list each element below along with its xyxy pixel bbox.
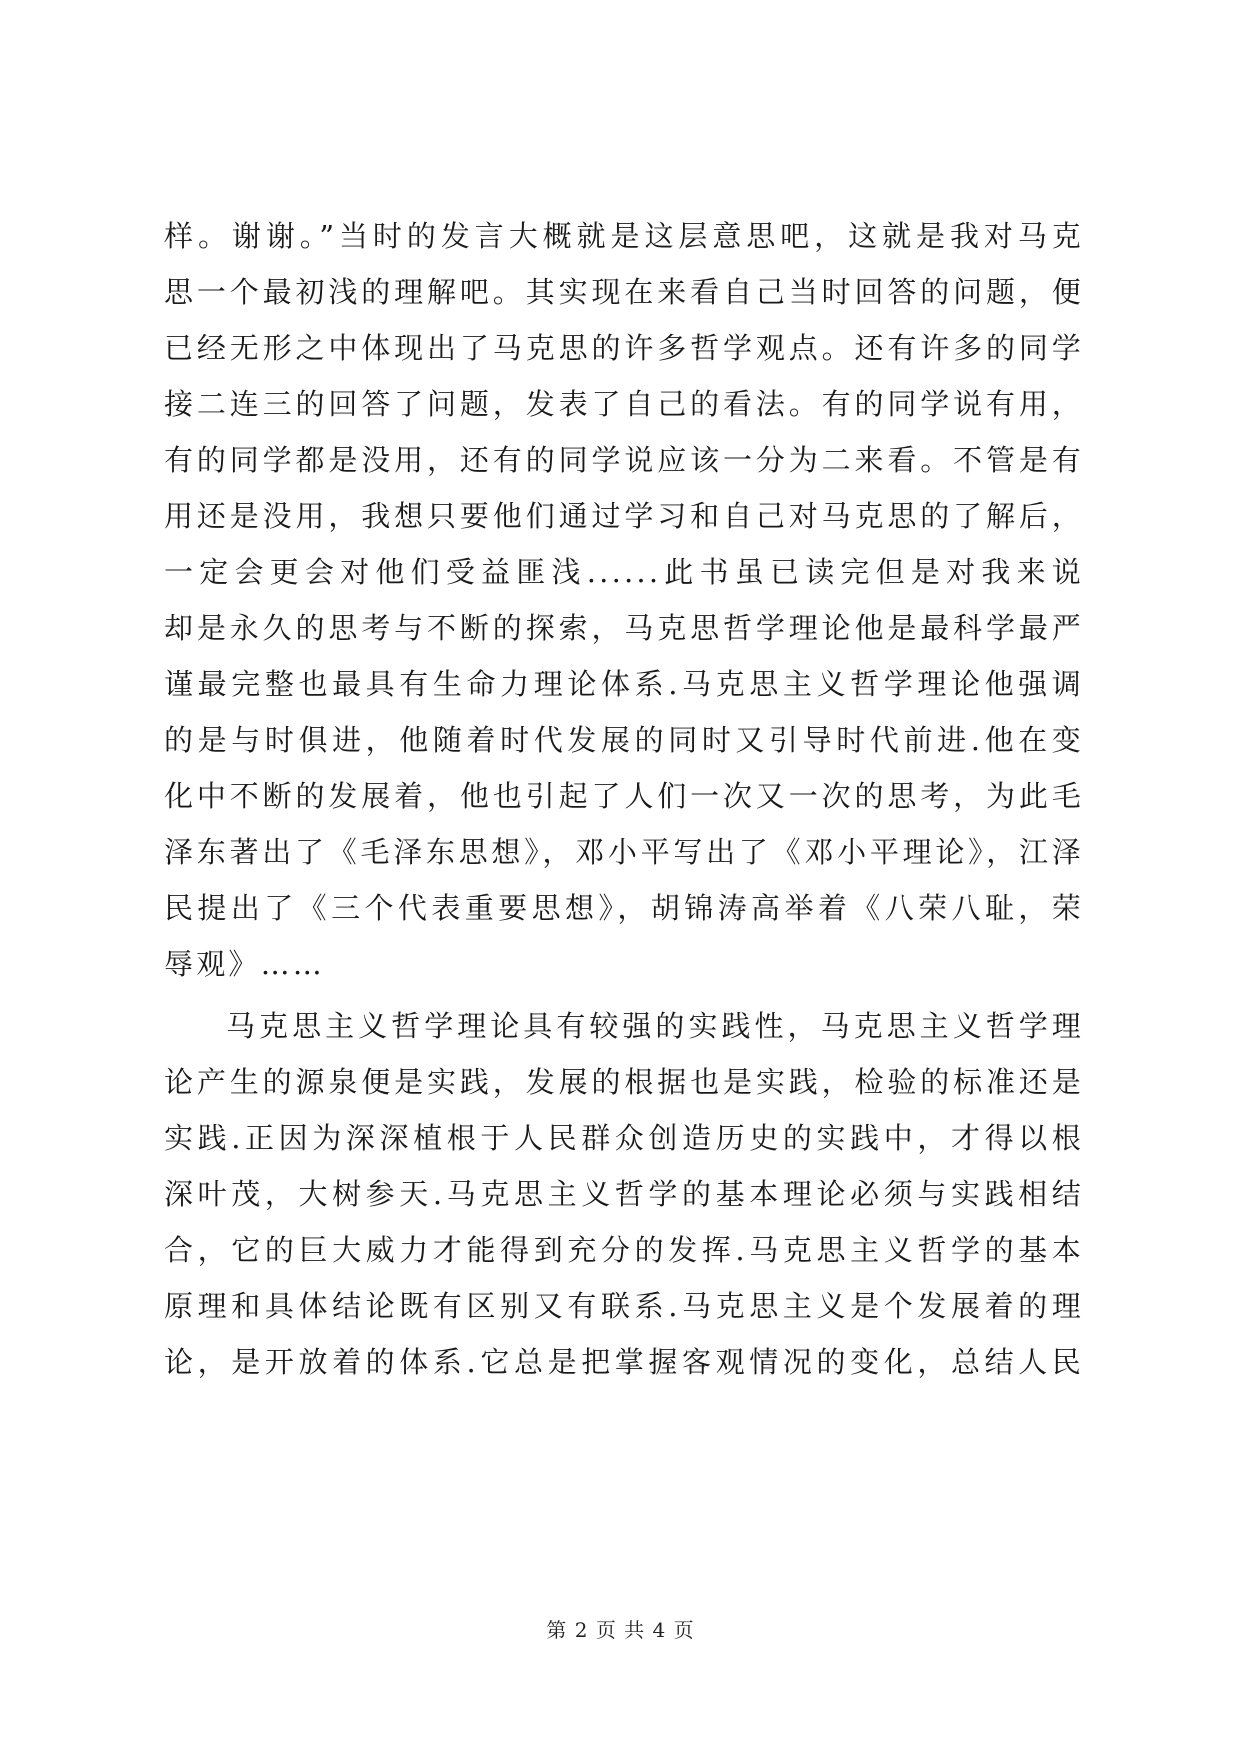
text-line: 却是永久的思考与不断的探索，马克思哲学理论他是最科学最严 (164, 611, 1084, 645)
text-line: 谨最完整也最具有生命力理论体系.马克思主义哲学理论他强调 (164, 667, 1084, 701)
text-line: 实践.正因为深深植根于人民群众创造历史的实践中，才得以根 (164, 1121, 1084, 1155)
text-line: 用还是没用，我想只要他们通过学习和自己对马克思的了解后， (164, 499, 1084, 533)
text-line: 马克思主义哲学理论具有较强的实践性，马克思主义哲学理 (226, 1009, 1084, 1043)
text-line: 辱观》…… (164, 947, 326, 981)
text-line: 民提出了《三个代表重要思想》，胡锦涛高举着《八荣八耻，荣 (164, 891, 1084, 925)
text-line: 的是与时俱进，他随着时代发展的同时又引导时代前进.他在变 (164, 723, 1084, 757)
text-line: 已经无形之中体现出了马克思的许多哲学观点。还有许多的同学 (164, 331, 1084, 365)
text-line: 一定会更会对他们受益匪浅......此书虽已读完但是对我来说 (164, 555, 1084, 589)
paragraph-2 (164, 998, 1084, 1390)
text-line: 泽东著出了《毛泽东思想》，邓小平写出了《邓小平理论》，江泽 (164, 835, 1084, 869)
page-footer (0, 1614, 1241, 1643)
page-number-label: 第 2 页 共 4 页 (546, 1618, 695, 1642)
body-text (164, 208, 1084, 1390)
text-line: 化中不断的发展着，他也引起了人们一次又一次的思考，为此毛 (164, 779, 1084, 813)
text-line: 论，是开放着的体系.它总是把掌握客观情况的变化，总结人民 (164, 1345, 1084, 1379)
text-line: 论产生的源泉便是实践，发展的根据也是实践，检验的标准还是 (164, 1065, 1084, 1099)
text-line: 合，它的巨大威力才能得到充分的发挥.马克思主义哲学的基本 (164, 1233, 1084, 1267)
text-line: 有的同学都是没用，还有的同学说应该一分为二来看。不管是有 (164, 443, 1084, 477)
text-line: 深叶茂，大树参天.马克思主义哲学的基本理论必须与实践相结 (164, 1177, 1084, 1211)
paragraph-1 (164, 208, 1084, 992)
text-line: 原理和具体结论既有区别又有联系.马克思主义是个发展着的理 (164, 1289, 1084, 1323)
text-line: 接二连三的回答了问题，发表了自己的看法。有的同学说有用， (164, 387, 1084, 421)
text-line: 样。谢谢。”当时的发言大概就是这层意思吧，这就是我对马克 (164, 219, 1084, 253)
text-line: 思一个最初浅的理解吧。其实现在来看自己当时回答的问题，便 (164, 275, 1084, 309)
